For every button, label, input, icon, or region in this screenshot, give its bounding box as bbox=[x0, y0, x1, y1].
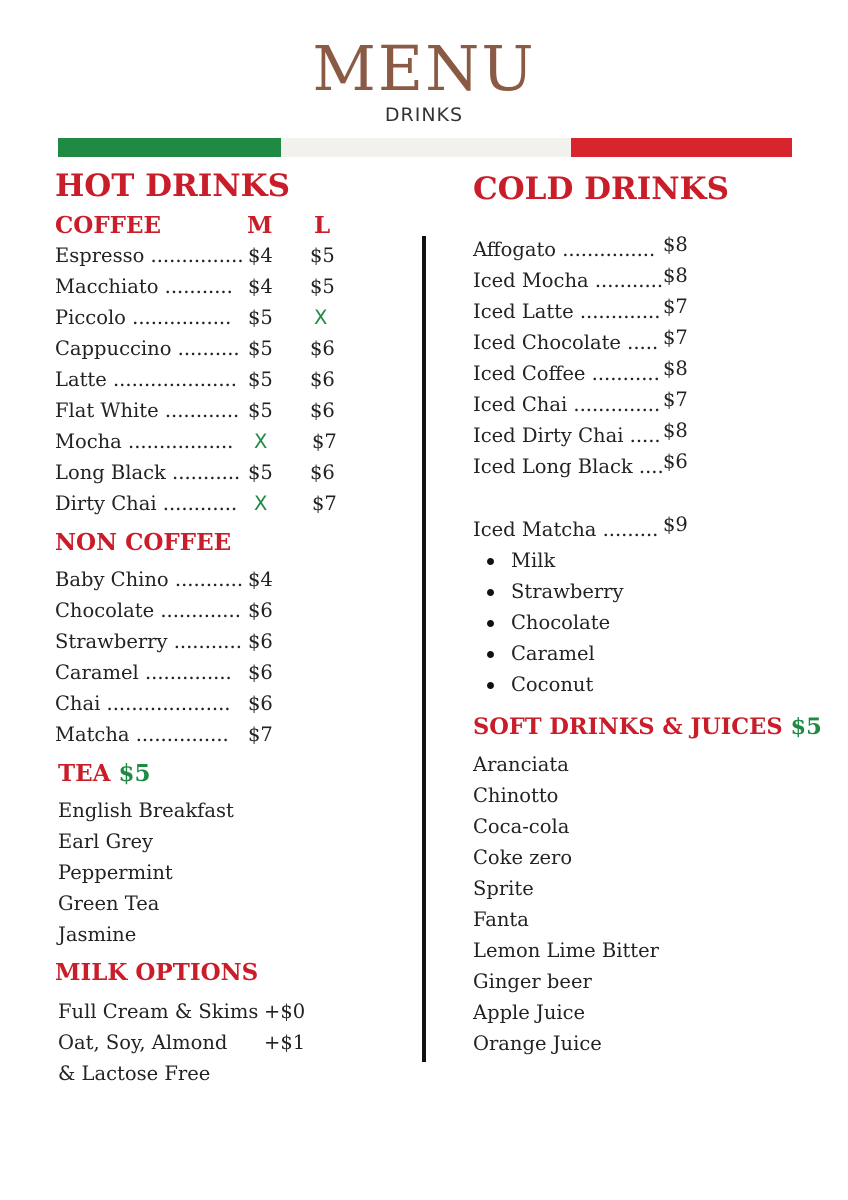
cold-item-name: Iced Coffee ........... bbox=[473, 362, 660, 385]
non-coffee-price: $6 bbox=[248, 599, 273, 622]
milk-option bbox=[58, 1058, 378, 1089]
milk-option bbox=[58, 996, 378, 1027]
non-coffee-price: $6 bbox=[248, 630, 273, 653]
coffee-item bbox=[55, 302, 375, 333]
matcha-flavour bbox=[473, 545, 803, 576]
soft-drinks-list bbox=[473, 749, 803, 1059]
size-m-label: M bbox=[247, 212, 273, 239]
menu-subtitle: DRINKS bbox=[384, 104, 464, 126]
tea-item: Jasmine bbox=[58, 923, 137, 946]
non-coffee-item-name: Baby Chino ........... bbox=[55, 568, 244, 591]
flag-red-stripe bbox=[571, 138, 792, 157]
soft-drink-item: Aranciata bbox=[473, 753, 569, 776]
column-divider bbox=[422, 236, 426, 1062]
coffee-price-l: $6 bbox=[310, 399, 335, 422]
tea-heading bbox=[58, 760, 151, 787]
coffee-item bbox=[55, 271, 375, 302]
cold-drinks-list bbox=[473, 234, 803, 482]
coffee-price-m: $5 bbox=[248, 337, 273, 360]
coffee-item-name: Macchiato ........... bbox=[55, 275, 233, 298]
cold-item bbox=[473, 234, 803, 265]
bullet-icon bbox=[487, 651, 494, 658]
cold-item-price: $7 bbox=[663, 388, 688, 411]
non-coffee-price: $6 bbox=[248, 661, 273, 684]
hot-drinks-heading: HOT DRINKS bbox=[55, 168, 290, 204]
matcha-flavour bbox=[473, 669, 803, 700]
milk-options-heading: MILK OPTIONS bbox=[55, 959, 259, 986]
bullet-icon bbox=[487, 589, 494, 596]
cold-item-price: $8 bbox=[663, 264, 688, 287]
matcha-flavour bbox=[473, 638, 803, 669]
size-l-label: L bbox=[314, 212, 331, 239]
coffee-item-name: Latte .................... bbox=[55, 368, 237, 391]
cold-item-price: $6 bbox=[663, 450, 688, 473]
tea-list bbox=[58, 795, 358, 950]
non-coffee-item bbox=[55, 657, 375, 688]
soft-drink-item: Chinotto bbox=[473, 784, 559, 807]
cold-item bbox=[473, 451, 803, 482]
coffee-price-l: $7 bbox=[312, 492, 337, 515]
matcha-flavour bbox=[473, 607, 803, 638]
soft-drinks-heading bbox=[473, 714, 822, 740]
coffee-price-m: $5 bbox=[248, 399, 273, 422]
non-coffee-price: $4 bbox=[248, 568, 273, 591]
coffee-item bbox=[55, 488, 375, 519]
milk-option-name: & Lactose Free bbox=[58, 1062, 211, 1085]
coffee-item-name: Espresso ............... bbox=[55, 244, 244, 267]
non-coffee-item bbox=[55, 595, 375, 626]
non-coffee-item-name: Caramel .............. bbox=[55, 661, 232, 684]
non-coffee-item-name: Chocolate ............. bbox=[55, 599, 241, 622]
cold-item-name: Iced Chai .............. bbox=[473, 393, 661, 416]
cold-item-price: $8 bbox=[663, 357, 688, 380]
soft-drink-item: Fanta bbox=[473, 908, 529, 931]
cold-item-name: Iced Dirty Chai ..... bbox=[473, 424, 661, 447]
iced-matcha-price: $9 bbox=[663, 513, 688, 536]
milk-option-price: +$0 bbox=[264, 1000, 306, 1023]
tea-item: Peppermint bbox=[58, 861, 173, 884]
cold-item-name: Iced Latte ............. bbox=[473, 300, 661, 323]
tea-heading-label: TEA bbox=[58, 760, 111, 787]
coffee-item-name: Long Black ........... bbox=[55, 461, 241, 484]
coffee-price-l: $7 bbox=[312, 430, 337, 453]
coffee-item bbox=[55, 426, 375, 457]
coffee-item-name: Cappuccino .......... bbox=[55, 337, 240, 360]
soft-drink-item: Sprite bbox=[473, 877, 534, 900]
soft-drink-item: Lemon Lime Bitter bbox=[473, 939, 659, 962]
bullet-icon bbox=[487, 558, 494, 565]
coffee-unavailable-m: X bbox=[254, 430, 268, 453]
milk-option-name: Full Cream & Skims bbox=[58, 1000, 259, 1023]
soft-drink-item: Apple Juice bbox=[473, 1001, 586, 1024]
coffee-item bbox=[55, 395, 375, 426]
tea-item: English Breakfast bbox=[58, 799, 234, 822]
cold-item-name: Affogato ............... bbox=[473, 238, 656, 261]
soft-drink-item: Coke zero bbox=[473, 846, 573, 869]
matcha-flavour-label: Milk bbox=[511, 549, 556, 572]
iced-matcha-name: Iced Matcha ......... bbox=[473, 518, 659, 541]
non-coffee-item bbox=[55, 688, 375, 719]
coffee-list bbox=[55, 240, 375, 519]
non-coffee-price: $6 bbox=[248, 692, 273, 715]
cold-item-price: $8 bbox=[663, 419, 688, 442]
coffee-price-m: $4 bbox=[248, 244, 273, 267]
cold-item-price: $7 bbox=[663, 326, 688, 349]
matcha-flavour-list bbox=[473, 545, 803, 700]
matcha-flavour bbox=[473, 576, 803, 607]
bullet-icon bbox=[487, 682, 494, 689]
coffee-heading: COFFEE bbox=[55, 212, 162, 239]
coffee-item bbox=[55, 240, 375, 271]
non-coffee-list bbox=[55, 564, 375, 750]
coffee-price-l: $5 bbox=[310, 275, 335, 298]
cold-item bbox=[473, 327, 803, 358]
cold-item bbox=[473, 265, 803, 296]
non-coffee-item-name: Matcha ............... bbox=[55, 723, 229, 746]
matcha-flavour-label: Caramel bbox=[511, 642, 595, 665]
bullet-icon bbox=[487, 620, 494, 627]
cold-item bbox=[473, 420, 803, 451]
coffee-price-l: $6 bbox=[310, 461, 335, 484]
soft-drink-item: Ginger beer bbox=[473, 970, 592, 993]
non-coffee-item-name: Strawberry ........... bbox=[55, 630, 242, 653]
coffee-price-m: $5 bbox=[248, 461, 273, 484]
tea-item: Earl Grey bbox=[58, 830, 154, 853]
iced-matcha-block bbox=[473, 514, 803, 700]
milk-option bbox=[58, 1027, 378, 1058]
non-coffee-item bbox=[55, 626, 375, 657]
soft-drink-item: Coca-cola bbox=[473, 815, 570, 838]
non-coffee-price: $7 bbox=[248, 723, 273, 746]
coffee-item bbox=[55, 333, 375, 364]
cold-item-price: $7 bbox=[663, 295, 688, 318]
soft-drink-item: Orange Juice bbox=[473, 1032, 602, 1055]
cold-item-price: $8 bbox=[663, 233, 688, 256]
iced-matcha-item bbox=[473, 514, 803, 545]
coffee-price-m: $4 bbox=[248, 275, 273, 298]
cold-item-name: Iced Long Black .... bbox=[473, 455, 664, 478]
cold-item bbox=[473, 389, 803, 420]
coffee-price-l: $6 bbox=[310, 337, 335, 360]
milk-option-name: Oat, Soy, Almond bbox=[58, 1031, 228, 1054]
milk-options-list bbox=[58, 996, 378, 1089]
flag-white-stripe bbox=[281, 138, 571, 157]
coffee-price-m: $5 bbox=[248, 306, 273, 329]
matcha-flavour-label: Strawberry bbox=[511, 580, 624, 603]
coffee-unavailable-l: X bbox=[314, 306, 328, 329]
coffee-item bbox=[55, 457, 375, 488]
matcha-flavour-label: Coconut bbox=[511, 673, 594, 696]
soft-drinks-price: $5 bbox=[790, 714, 822, 740]
non-coffee-item bbox=[55, 719, 375, 750]
cold-item-name: Iced Mocha ........... bbox=[473, 269, 664, 292]
non-coffee-item-name: Chai .................... bbox=[55, 692, 231, 715]
tea-price: $5 bbox=[118, 760, 151, 787]
menu-title: MENU bbox=[312, 32, 536, 105]
cold-item-name: Iced Chocolate ..... bbox=[473, 331, 659, 354]
cold-item bbox=[473, 296, 803, 327]
coffee-unavailable-m: X bbox=[254, 492, 268, 515]
coffee-item-name: Piccolo ................ bbox=[55, 306, 232, 329]
coffee-price-l: $5 bbox=[310, 244, 335, 267]
non-coffee-heading: NON COFFEE bbox=[55, 529, 232, 556]
soft-drinks-heading-label: SOFT DRINKS & JUICES bbox=[473, 714, 783, 740]
milk-option-price: +$1 bbox=[264, 1031, 306, 1054]
cold-item bbox=[473, 358, 803, 389]
non-coffee-item bbox=[55, 564, 375, 595]
coffee-price-m: $5 bbox=[248, 368, 273, 391]
matcha-flavour-label: Chocolate bbox=[511, 611, 611, 634]
tea-item: Green Tea bbox=[58, 892, 160, 915]
coffee-item bbox=[55, 364, 375, 395]
coffee-item-name: Flat White ............ bbox=[55, 399, 240, 422]
coffee-item-name: Mocha ................. bbox=[55, 430, 234, 453]
coffee-price-l: $6 bbox=[310, 368, 335, 391]
coffee-item-name: Dirty Chai ............ bbox=[55, 492, 238, 515]
cold-drinks-heading: COLD DRINKS bbox=[473, 171, 729, 207]
flag-green-stripe bbox=[58, 138, 281, 157]
